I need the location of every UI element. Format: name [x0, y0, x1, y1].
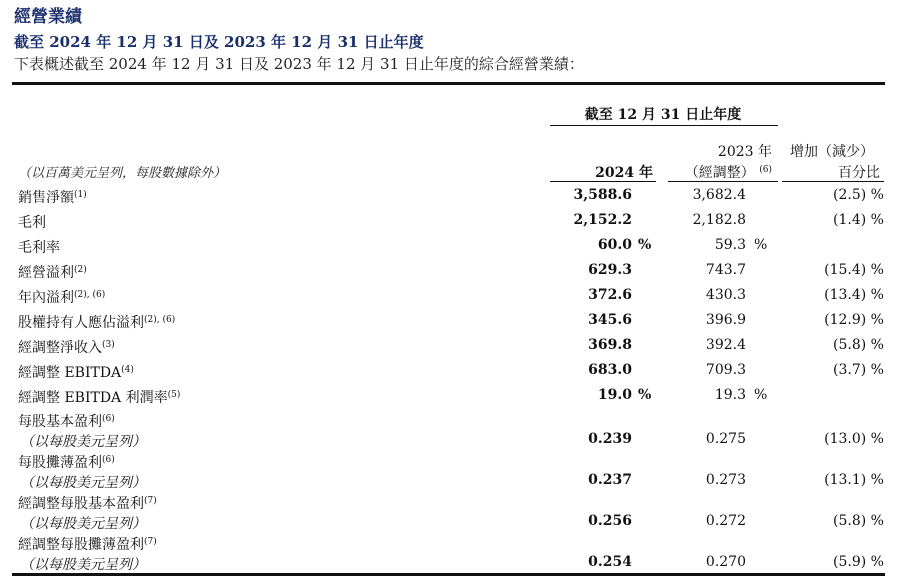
table-row [0, 312, 897, 336]
row-label: 銷售淨額$^{(1)}$ [18, 190, 87, 206]
percent-sign-2023: % [754, 237, 768, 253]
percent-sign-2024: % [638, 387, 652, 403]
change-percent: (13.0) % [824, 431, 884, 447]
table-row [0, 287, 897, 311]
header-rule-2024 [550, 181, 656, 182]
footnote-ref: (5) [167, 390, 181, 400]
change-percent: (5.8) % [833, 337, 884, 353]
column-header-change: 增加（減少） [790, 144, 874, 160]
table-top-rule [12, 82, 885, 85]
table-row [0, 411, 897, 450]
percent-sign-2023: % [754, 387, 768, 403]
change-percent: (1.4) % [833, 212, 884, 228]
row-label: 毛利率 [18, 240, 60, 256]
table-row [0, 262, 897, 286]
change-percent: (2.5) % [833, 187, 884, 203]
column-header-2024: 2024 年 [595, 165, 653, 181]
value-2024: 0.256 [588, 513, 632, 529]
table-row [0, 493, 897, 532]
row-label: 經調整 EBITDA$^{(4)}$ [18, 365, 134, 381]
table-row [0, 534, 897, 573]
footnote-ref: (6) [102, 455, 115, 465]
section-subtitle: 截至 2024 年 12 月 31 日及 2023 年 12 月 31 日止年度 [14, 33, 424, 51]
value-2023: 19.3 [714, 387, 746, 403]
table-row [0, 452, 897, 491]
table-row [0, 337, 897, 361]
value-2023: 59.3 [714, 237, 746, 253]
header-rule-2023 [668, 181, 778, 182]
row-label: 經調整淨收入$^{(3)}$ [18, 340, 115, 356]
value-2023: 392.4 [705, 337, 746, 353]
table-bottom-rule [12, 573, 885, 576]
intro-text: 下表概述截至 2024 年 12 月 31 日及 2023 年 12 月 31 日止年度的綜合經營業績： [14, 55, 584, 73]
period-header: 截至 12 月 31 日止年度 [584, 107, 742, 123]
change-percent: (13.4) % [824, 287, 884, 303]
change-percent: (13.1) % [824, 472, 884, 488]
footnote-ref: (2) [74, 265, 87, 275]
row-label: 經營溢利$^{(2)}$ [18, 265, 87, 281]
footnote-ref: (2), (6) [144, 315, 176, 325]
value-2024: 345.6 [588, 312, 632, 328]
change-percent: (3.7) % [833, 362, 884, 378]
footnote-ref: (2), (6) [74, 290, 106, 300]
row-sublabel: （以每股美元呈列） [20, 434, 146, 450]
change-percent: (5.8) % [833, 513, 884, 529]
value-2024: 372.6 [588, 287, 632, 303]
value-2024: 0.237 [588, 472, 632, 488]
row-label: 經調整每股基本盈利$^{(7)}$ [18, 496, 157, 512]
unit-note: （以百萬美元呈列，每股數據除外） [18, 166, 227, 181]
value-2024: 0.254 [588, 554, 632, 570]
table-row [0, 362, 897, 386]
value-2024: 369.8 [588, 337, 632, 353]
value-2024: 0.239 [588, 431, 632, 447]
column-header-change-percent: 百分比 [838, 165, 880, 181]
change-percent: (12.9) % [824, 312, 884, 328]
value-2024: 19.0 [597, 387, 632, 403]
footnote-ref: (6) [102, 414, 115, 424]
section-title: 經營業績 [14, 7, 82, 27]
value-2023: 709.3 [705, 362, 746, 378]
footnote-ref: (1) [74, 190, 87, 200]
row-label: 經調整 EBITDA 利潤率$^{(5)}$ [18, 390, 181, 406]
footnote-ref: (3) [102, 340, 115, 350]
value-2024: 3,588.6 [573, 187, 632, 203]
row-label: 每股攤薄盈利$^{(6)}$ [18, 455, 115, 471]
value-2023: 0.270 [705, 554, 746, 570]
row-sublabel: （以每股美元呈列） [20, 475, 146, 491]
value-2023: 0.272 [705, 513, 746, 529]
value-2023: 396.9 [705, 312, 746, 328]
header-rule-change [782, 181, 884, 182]
value-2023: 0.275 [705, 431, 746, 447]
table-row [0, 387, 897, 411]
table-row [0, 187, 897, 211]
value-2023: 0.273 [705, 472, 746, 488]
row-label: 經調整每股攤薄盈利$^{(7)}$ [18, 537, 157, 553]
row-sublabel: （以每股美元呈列） [20, 516, 146, 532]
value-2023: 743.7 [705, 262, 746, 278]
row-sublabel: （以每股美元呈列） [20, 557, 146, 573]
value-2024: 60.0 [597, 237, 632, 253]
value-2023: 2,182.8 [692, 212, 746, 228]
value-2024: 683.0 [588, 362, 632, 378]
value-2023: 430.3 [705, 287, 746, 303]
percent-sign-2024: % [638, 237, 652, 253]
change-percent: (15.4) % [824, 262, 884, 278]
column-header-2023-restated: （經調整） $^{(6)}$ [684, 165, 772, 181]
table-row [0, 212, 897, 236]
column-header-2023: 2023 年 [717, 144, 772, 160]
row-label: 每股基本盈利$^{(6)}$ [18, 414, 115, 430]
period-header-rule [550, 125, 778, 126]
footnote-ref: (7) [144, 537, 157, 547]
value-2024: 629.3 [588, 262, 632, 278]
row-label: 股權持有人應佔溢利$^{(2), (6)}$ [18, 315, 176, 331]
change-percent: (5.9) % [833, 554, 884, 570]
row-label: 年內溢利$^{(2), (6)}$ [18, 290, 106, 306]
row-label: 毛利 [18, 215, 46, 231]
footnote-ref: (7) [144, 496, 157, 506]
table-row [0, 237, 897, 261]
value-2024: 2,152.2 [573, 212, 632, 228]
value-2023: 3,682.4 [692, 187, 746, 203]
footnote-ref: (4) [121, 365, 134, 375]
